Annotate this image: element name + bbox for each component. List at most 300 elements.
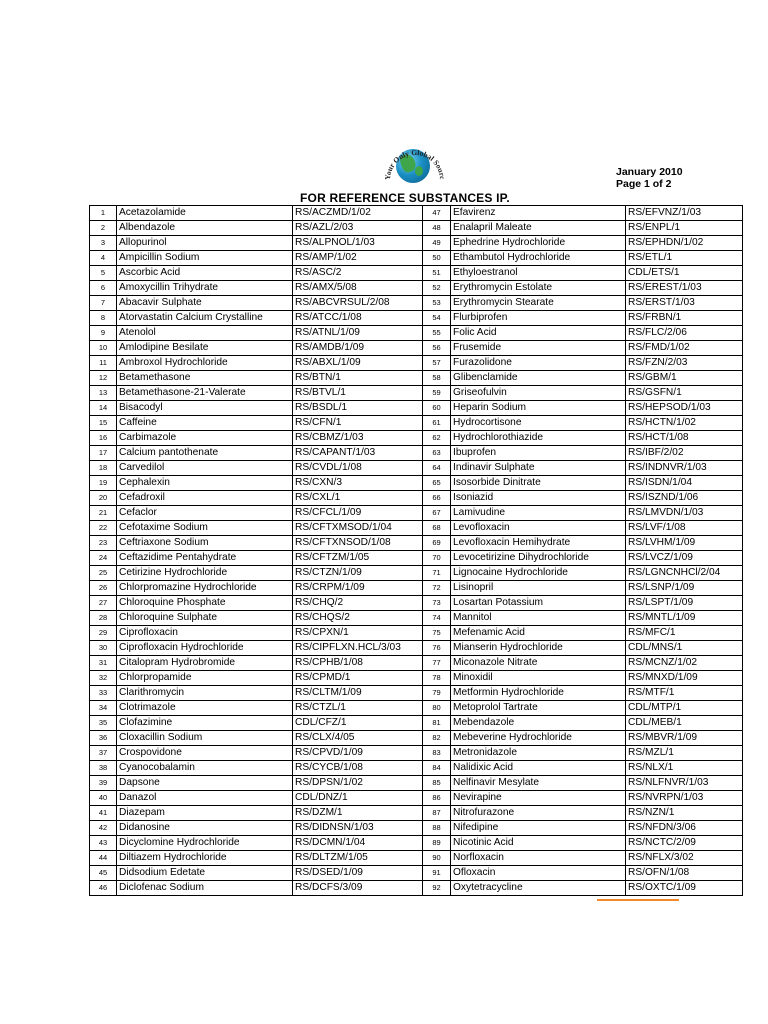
table-row xyxy=(90,476,743,491)
catalogue-code: RS/MBVR/1/09 xyxy=(626,731,743,746)
svg-text:Your Only Global Source: Your Only Global Sourc xyxy=(382,147,448,181)
row-number: 28 xyxy=(90,611,117,626)
substance-name: Isoniazid xyxy=(451,491,626,506)
table-row xyxy=(90,791,743,806)
catalogue-code: RS/DCMN/1/04 xyxy=(293,836,423,851)
row-number: 88 xyxy=(423,821,451,836)
row-number: 72 xyxy=(423,581,451,596)
row-number: 42 xyxy=(90,821,117,836)
catalogue-code: RS/CIPFLXN.HCL/3/03 xyxy=(293,641,423,656)
catalogue-code: RS/MTF/1 xyxy=(626,686,743,701)
row-number: 77 xyxy=(423,656,451,671)
substance-name: Furazolidone xyxy=(451,356,626,371)
row-number: 61 xyxy=(423,416,451,431)
substance-name: Albendazole xyxy=(117,221,293,236)
table-row xyxy=(90,611,743,626)
table-row xyxy=(90,416,743,431)
catalogue-code: CDL/ETS/1 xyxy=(626,266,743,281)
substance-name: Lamivudine xyxy=(451,506,626,521)
table-row xyxy=(90,296,743,311)
substance-name: Allopurinol xyxy=(117,236,293,251)
row-number: 26 xyxy=(90,581,117,596)
table-row xyxy=(90,506,743,521)
table-row xyxy=(90,836,743,851)
catalogue-code: RS/ACZMD/1/02 xyxy=(293,206,423,221)
catalogue-code: RS/CPMD/1 xyxy=(293,671,423,686)
row-number: 30 xyxy=(90,641,117,656)
row-number: 65 xyxy=(423,476,451,491)
catalogue-code: RS/ATCC/1/08 xyxy=(293,311,423,326)
substance-name: Ambroxol Hydrochloride xyxy=(117,356,293,371)
reference-substances-table xyxy=(89,205,743,896)
row-number: 22 xyxy=(90,521,117,536)
catalogue-code: RS/FZN/2/03 xyxy=(626,356,743,371)
catalogue-code: RS/AMX/5/08 xyxy=(293,281,423,296)
substance-name: Hydrochlorothiazide xyxy=(451,431,626,446)
row-number: 55 xyxy=(423,326,451,341)
substance-name: Levofloxacin Hemihydrate xyxy=(451,536,626,551)
row-number: 44 xyxy=(90,851,117,866)
catalogue-code: RS/HCT/1/08 xyxy=(626,431,743,446)
catalogue-code: RS/LGNCNHCl/2/04 xyxy=(626,566,743,581)
substance-name: Metoprolol Tartrate xyxy=(451,701,626,716)
table-row xyxy=(90,656,743,671)
table-row xyxy=(90,596,743,611)
row-number: 57 xyxy=(423,356,451,371)
substance-name: Nicotinic Acid xyxy=(451,836,626,851)
table-row xyxy=(90,221,743,236)
substance-name: Clotrimazole xyxy=(117,701,293,716)
substance-name: Nevirapine xyxy=(451,791,626,806)
table-row xyxy=(90,386,743,401)
catalogue-code: RS/CFCL/1/09 xyxy=(293,506,423,521)
row-number: 81 xyxy=(423,716,451,731)
row-number: 14 xyxy=(90,401,117,416)
substance-name: Clofazimine xyxy=(117,716,293,731)
catalogue-code: RS/CFTZM/1/05 xyxy=(293,551,423,566)
catalogue-code: RS/CAPANT/1/03 xyxy=(293,446,423,461)
table-row xyxy=(90,401,743,416)
catalogue-code: RS/CXL/1 xyxy=(293,491,423,506)
catalogue-code: RS/OXTC/1/09 xyxy=(626,881,743,896)
row-number: 37 xyxy=(90,746,117,761)
table-row xyxy=(90,671,743,686)
substance-name: Lignocaine Hydrochloride xyxy=(451,566,626,581)
row-number: 47 xyxy=(423,206,451,221)
catalogue-code: CDL/MNS/1 xyxy=(626,641,743,656)
catalogue-code: RS/EPHDN/1/02 xyxy=(626,236,743,251)
row-number: 31 xyxy=(90,656,117,671)
table-row xyxy=(90,431,743,446)
catalogue-code: RS/CFTXMSOD/1/04 xyxy=(293,521,423,536)
row-number: 46 xyxy=(90,881,117,896)
substance-name: Metronidazole xyxy=(451,746,626,761)
row-number: 38 xyxy=(90,761,117,776)
substance-name: Betamethasone xyxy=(117,371,293,386)
catalogue-code: RS/AMDB/1/09 xyxy=(293,341,423,356)
row-number: 64 xyxy=(423,461,451,476)
substance-name: Danazol xyxy=(117,791,293,806)
row-number: 74 xyxy=(423,611,451,626)
substance-name: Calcium pantothenate xyxy=(117,446,293,461)
catalogue-code: RS/MFC/1 xyxy=(626,626,743,641)
catalogue-code: RS/FLC/2/06 xyxy=(626,326,743,341)
catalogue-code: RS/CPXN/1 xyxy=(293,626,423,641)
catalogue-code: RS/CTZN/1/09 xyxy=(293,566,423,581)
table-row xyxy=(90,761,743,776)
substance-name: Amoxycillin Trihydrate xyxy=(117,281,293,296)
row-number: 76 xyxy=(423,641,451,656)
catalogue-code: RS/INDNVR/1/03 xyxy=(626,461,743,476)
table-row xyxy=(90,716,743,731)
substance-name: Folic Acid xyxy=(451,326,626,341)
table-row xyxy=(90,461,743,476)
substance-name: Frusemide xyxy=(451,341,626,356)
catalogue-code: RS/NLX/1 xyxy=(626,761,743,776)
substance-name: Cephalexin xyxy=(117,476,293,491)
substance-name: Cetirizine Hydrochloride xyxy=(117,566,293,581)
catalogue-code: RS/IBF/2/02 xyxy=(626,446,743,461)
catalogue-code: RS/GBM/1 xyxy=(626,371,743,386)
row-number: 20 xyxy=(90,491,117,506)
substance-name: Ethambutol Hydrochloride xyxy=(451,251,626,266)
row-number: 75 xyxy=(423,626,451,641)
row-number: 71 xyxy=(423,566,451,581)
row-number: 84 xyxy=(423,761,451,776)
table-row xyxy=(90,326,743,341)
substance-name: Glibenclamide xyxy=(451,371,626,386)
row-number: 91 xyxy=(423,866,451,881)
substance-name: Abacavir Sulphate xyxy=(117,296,293,311)
row-number: 32 xyxy=(90,671,117,686)
catalogue-code: RS/CVDL/1/08 xyxy=(293,461,423,476)
substance-name: Ceftazidime Pentahydrate xyxy=(117,551,293,566)
catalogue-code: RS/LSNP/1/09 xyxy=(626,581,743,596)
catalogue-code: RS/CRPM/1/09 xyxy=(293,581,423,596)
substance-name: Betamethasone-21-Valerate xyxy=(117,386,293,401)
row-number: 16 xyxy=(90,431,117,446)
row-number: 27 xyxy=(90,596,117,611)
page-title: FOR REFERENCE SUBSTANCES IP. xyxy=(300,191,510,205)
catalogue-code: RS/LMVDN/1/03 xyxy=(626,506,743,521)
table-row xyxy=(90,746,743,761)
row-number: 54 xyxy=(423,311,451,326)
substance-name: Norfloxacin xyxy=(451,851,626,866)
substance-name: Mianserin Hydrochloride xyxy=(451,641,626,656)
row-number: 34 xyxy=(90,701,117,716)
row-number: 10 xyxy=(90,341,117,356)
substance-name: Cefaclor xyxy=(117,506,293,521)
substance-name: Heparin Sodium xyxy=(451,401,626,416)
substance-name: Losartan Potassium xyxy=(451,596,626,611)
substance-name: Ceftriaxone Sodium xyxy=(117,536,293,551)
substance-name: Bisacodyl xyxy=(117,401,293,416)
catalogue-code: RS/NCTC/2/09 xyxy=(626,836,743,851)
catalogue-code: RS/EREST/1/03 xyxy=(626,281,743,296)
row-number: 69 xyxy=(423,536,451,551)
substance-name: Ethyloestranol xyxy=(451,266,626,281)
table-row xyxy=(90,491,743,506)
substance-name: Indinavir Sulphate xyxy=(451,461,626,476)
catalogue-code: RS/ABCVRSUL/2/08 xyxy=(293,296,423,311)
catalogue-code: RS/ENPL/1 xyxy=(626,221,743,236)
row-number: 18 xyxy=(90,461,117,476)
substance-name: Dicyclomine Hydrochloride xyxy=(117,836,293,851)
table-row xyxy=(90,851,743,866)
table-row xyxy=(90,341,743,356)
table-row xyxy=(90,866,743,881)
row-number: 67 xyxy=(423,506,451,521)
catalogue-code: CDL/MTP/1 xyxy=(626,701,743,716)
substance-name: Caffeine xyxy=(117,416,293,431)
substance-name: Erythromycin Estolate xyxy=(451,281,626,296)
row-number: 59 xyxy=(423,386,451,401)
catalogue-code: RS/DZM/1 xyxy=(293,806,423,821)
row-number: 35 xyxy=(90,716,117,731)
table-row xyxy=(90,821,743,836)
substance-name: Cefotaxime Sodium xyxy=(117,521,293,536)
substance-name: Atorvastatin Calcium Crystalline xyxy=(117,311,293,326)
row-number: 83 xyxy=(423,746,451,761)
table-row xyxy=(90,281,743,296)
catalogue-code: RS/OFN/1/08 xyxy=(626,866,743,881)
row-number: 24 xyxy=(90,551,117,566)
row-number: 25 xyxy=(90,566,117,581)
catalogue-code: RS/LVHM/1/09 xyxy=(626,536,743,551)
catalogue-code: RS/CLX/4/05 xyxy=(293,731,423,746)
table-row xyxy=(90,521,743,536)
substance-name: Didanosine xyxy=(117,821,293,836)
row-number: 43 xyxy=(90,836,117,851)
catalogue-code: CDL/DNZ/1 xyxy=(293,791,423,806)
substance-name: Mebeverine Hydrochloride xyxy=(451,731,626,746)
substance-name: Mefenamic Acid xyxy=(451,626,626,641)
substance-name: Chloroquine Phosphate xyxy=(117,596,293,611)
substance-name: Cefadroxil xyxy=(117,491,293,506)
catalogue-code: RS/DLTZM/1/05 xyxy=(293,851,423,866)
substance-name: Chlorpropamide xyxy=(117,671,293,686)
substance-name: Nelfinavir Mesylate xyxy=(451,776,626,791)
row-number: 80 xyxy=(423,701,451,716)
table-row xyxy=(90,446,743,461)
substance-name: Cyanocobalamin xyxy=(117,761,293,776)
row-number: 2 xyxy=(90,221,117,236)
table-row xyxy=(90,701,743,716)
catalogue-code: RS/CPVD/1/09 xyxy=(293,746,423,761)
catalogue-code: RS/AZL/2/03 xyxy=(293,221,423,236)
row-number: 50 xyxy=(423,251,451,266)
substance-name: Flurbiprofen xyxy=(451,311,626,326)
row-number: 60 xyxy=(423,401,451,416)
catalogue-code: RS/DCFS/3/09 xyxy=(293,881,423,896)
substance-name: Mebendazole xyxy=(451,716,626,731)
table-row xyxy=(90,776,743,791)
substance-name: Diltiazem Hydrochloride xyxy=(117,851,293,866)
row-number: 53 xyxy=(423,296,451,311)
row-number: 12 xyxy=(90,371,117,386)
catalogue-code: RS/LVF/1/08 xyxy=(626,521,743,536)
row-number: 4 xyxy=(90,251,117,266)
row-number: 85 xyxy=(423,776,451,791)
substance-name: Cloxacillin Sodium xyxy=(117,731,293,746)
substance-name: Acetazolamide xyxy=(117,206,293,221)
row-number: 40 xyxy=(90,791,117,806)
table-row xyxy=(90,731,743,746)
catalogue-code: RS/ISZND/1/06 xyxy=(626,491,743,506)
substance-name: Didsodium Edetate xyxy=(117,866,293,881)
catalogue-code: RS/ATNL/1/09 xyxy=(293,326,423,341)
table-row xyxy=(90,626,743,641)
row-number: 41 xyxy=(90,806,117,821)
table-body xyxy=(90,206,743,896)
row-number: 8 xyxy=(90,311,117,326)
table-row xyxy=(90,371,743,386)
substance-name: Carvedilol xyxy=(117,461,293,476)
substance-name: Oxytetracycline xyxy=(451,881,626,896)
row-number: 89 xyxy=(423,836,451,851)
row-number: 17 xyxy=(90,446,117,461)
catalogue-code: RS/CHQS/2 xyxy=(293,611,423,626)
row-number: 63 xyxy=(423,446,451,461)
catalogue-code: RS/ASC/2 xyxy=(293,266,423,281)
row-number: 33 xyxy=(90,686,117,701)
catalogue-code: RS/NFDN/3/06 xyxy=(626,821,743,836)
catalogue-code: RS/BTN/1 xyxy=(293,371,423,386)
catalogue-code: RS/ISDN/1/04 xyxy=(626,476,743,491)
substance-name: Clarithromycin xyxy=(117,686,293,701)
catalogue-code: RS/NFLX/3/02 xyxy=(626,851,743,866)
catalogue-code: RS/NZN/1 xyxy=(626,806,743,821)
catalogue-code: RS/HCTN/1/02 xyxy=(626,416,743,431)
catalogue-code: RS/ABXL/1/09 xyxy=(293,356,423,371)
substance-name: Nifedipine xyxy=(451,821,626,836)
catalogue-code: RS/CFN/1 xyxy=(293,416,423,431)
row-number: 62 xyxy=(423,431,451,446)
row-number: 1 xyxy=(90,206,117,221)
catalogue-code: RS/CTZL/1 xyxy=(293,701,423,716)
substance-name: Carbimazole xyxy=(117,431,293,446)
substance-name: Amlodipine Besilate xyxy=(117,341,293,356)
substance-name: Citalopram Hydrobromide xyxy=(117,656,293,671)
table-row xyxy=(90,641,743,656)
catalogue-code: RS/FRBN/1 xyxy=(626,311,743,326)
row-number: 79 xyxy=(423,686,451,701)
catalogue-code: RS/ALPNOL/1/03 xyxy=(293,236,423,251)
row-number: 23 xyxy=(90,536,117,551)
substance-name: Dapsone xyxy=(117,776,293,791)
table-row xyxy=(90,686,743,701)
table-row xyxy=(90,311,743,326)
substance-name: Levofloxacin xyxy=(451,521,626,536)
table-row xyxy=(90,881,743,896)
catalogue-code: RS/GSFN/1 xyxy=(626,386,743,401)
row-number: 70 xyxy=(423,551,451,566)
table-row xyxy=(90,356,743,371)
catalogue-code: RS/CFTXNSOD/1/08 xyxy=(293,536,423,551)
table-row xyxy=(90,251,743,266)
catalogue-code: RS/AMP/1/02 xyxy=(293,251,423,266)
table-row xyxy=(90,551,743,566)
row-number: 56 xyxy=(423,341,451,356)
row-number: 3 xyxy=(90,236,117,251)
catalogue-code: RS/NVRPN/1/03 xyxy=(626,791,743,806)
catalogue-code: RS/MCNZ/1/02 xyxy=(626,656,743,671)
row-number: 48 xyxy=(423,221,451,236)
substance-name: Miconazole Nitrate xyxy=(451,656,626,671)
substance-name: Diclofenac Sodium xyxy=(117,881,293,896)
substance-name: Nalidixic Acid xyxy=(451,761,626,776)
row-number: 15 xyxy=(90,416,117,431)
row-number: 45 xyxy=(90,866,117,881)
row-number: 36 xyxy=(90,731,117,746)
substance-name: Nitrofurazone xyxy=(451,806,626,821)
substance-name: Ephedrine Hydrochloride xyxy=(451,236,626,251)
page-number: Page 1 of 2 xyxy=(616,178,672,190)
substance-name: Ascorbic Acid xyxy=(117,266,293,281)
table-row xyxy=(90,566,743,581)
table-row xyxy=(90,806,743,821)
catalogue-code: RS/CHQ/2 xyxy=(293,596,423,611)
substance-name: Ciprofloxacin Hydrochloride xyxy=(117,641,293,656)
row-number: 68 xyxy=(423,521,451,536)
substance-name: Ofloxacin xyxy=(451,866,626,881)
substance-name: Hydrocortisone xyxy=(451,416,626,431)
catalogue-code: RS/LVCZ/1/09 xyxy=(626,551,743,566)
substance-name: Levocetirizine Dihydrochloride xyxy=(451,551,626,566)
row-number: 92 xyxy=(423,881,451,896)
row-number: 9 xyxy=(90,326,117,341)
substance-name: Ampicillin Sodium xyxy=(117,251,293,266)
row-number: 7 xyxy=(90,296,117,311)
catalogue-code: RS/ERST/1/03 xyxy=(626,296,743,311)
catalogue-code: RS/BSDL/1 xyxy=(293,401,423,416)
catalogue-code: RS/HEPSOD/1/03 xyxy=(626,401,743,416)
substance-name: Ibuprofen xyxy=(451,446,626,461)
catalogue-code: RS/CBMZ/1/03 xyxy=(293,431,423,446)
catalogue-code: RS/DSED/1/09 xyxy=(293,866,423,881)
catalogue-code: CDL/CFZ/1 xyxy=(293,716,423,731)
row-number: 19 xyxy=(90,476,117,491)
row-number: 73 xyxy=(423,596,451,611)
substance-name: Enalapril Maleate xyxy=(451,221,626,236)
substance-name: Chloroquine Sulphate xyxy=(117,611,293,626)
substance-name: Mannitol xyxy=(451,611,626,626)
document-meta xyxy=(616,166,683,190)
catalogue-code: RS/MNXD/1/09 xyxy=(626,671,743,686)
substance-name: Chlorpromazine Hydrochloride xyxy=(117,581,293,596)
substance-name: Metformin Hydrochloride xyxy=(451,686,626,701)
row-number: 21 xyxy=(90,506,117,521)
orange-divider xyxy=(597,899,679,901)
row-number: 49 xyxy=(423,236,451,251)
row-number: 6 xyxy=(90,281,117,296)
row-number: 5 xyxy=(90,266,117,281)
row-number: 66 xyxy=(423,491,451,506)
substance-name: Diazepam xyxy=(117,806,293,821)
substance-name: Isosorbide Dinitrate xyxy=(451,476,626,491)
substance-name: Efavirenz xyxy=(451,206,626,221)
catalogue-code: RS/NLFNVR/1/03 xyxy=(626,776,743,791)
catalogue-code: RS/MZL/1 xyxy=(626,746,743,761)
catalogue-code: RS/MNTL/1/09 xyxy=(626,611,743,626)
catalogue-code: RS/CYCB/1/08 xyxy=(293,761,423,776)
catalogue-code: RS/BTVL/1 xyxy=(293,386,423,401)
row-number: 11 xyxy=(90,356,117,371)
substance-name: Atenolol xyxy=(117,326,293,341)
row-number: 13 xyxy=(90,386,117,401)
catalogue-code: CDL/MEB/1 xyxy=(626,716,743,731)
table-row xyxy=(90,536,743,551)
